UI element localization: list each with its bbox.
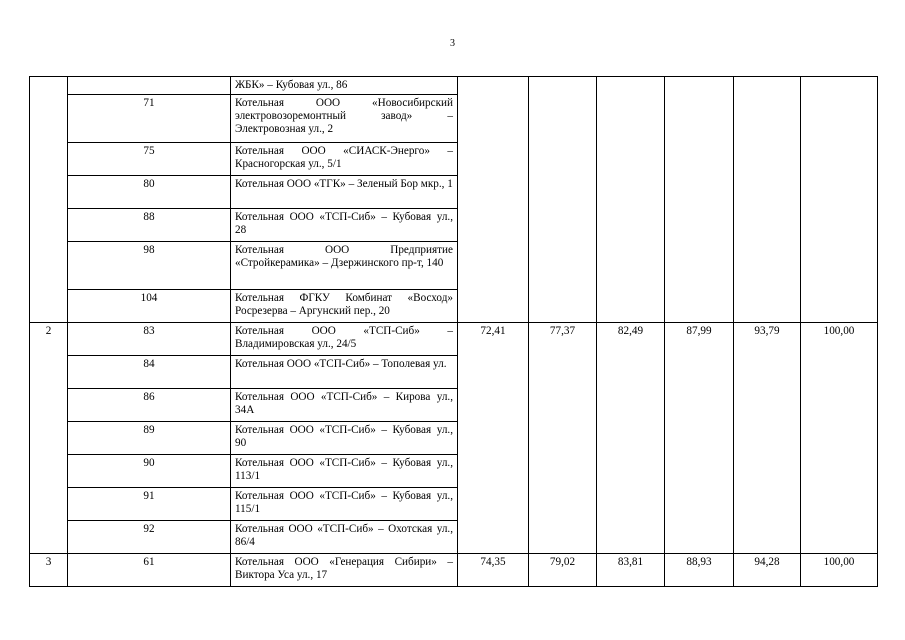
source-number-cell: 91: [68, 488, 231, 521]
source-number-cell: [68, 77, 231, 95]
table-row: [30, 323, 878, 356]
source-name-cell: Котельная ООО «ТСП-Сиб» – Кубовая ул., 113/1: [231, 455, 458, 488]
source-number-cell: 61: [68, 554, 231, 587]
source-name-cell: Котельная ООО «ТСП-Сиб» – Кубовая ул., 90: [231, 422, 458, 455]
value-cell: 100,00: [801, 554, 878, 587]
source-name-cell: Котельная ООО «ТСП-Сиб» – Владимировская ул., 24/5: [231, 323, 458, 356]
value-cell: [597, 77, 665, 323]
source-name-cell: Котельная ООО «ТСП-Сиб» – Тополевая ул.: [231, 356, 458, 389]
source-name-cell: Котельная ООО «ТСП-Сиб» – Охотская ул., 86/4: [231, 521, 458, 554]
source-name-cell: Котельная ООО «Генерация Сибири» – Виктора Уса ул., 17: [231, 554, 458, 587]
source-number-cell: 92: [68, 521, 231, 554]
source-name-cell: Котельная ООО Предприятие «Стройкерамика» – Дзержинского пр-т, 140: [231, 242, 458, 290]
table-row: [30, 554, 878, 587]
value-cell: 82,49: [597, 323, 665, 554]
source-name-cell: Котельная ООО «СИАСК-Энерго» – Красногорская ул., 5/1: [231, 143, 458, 176]
value-cell: [665, 77, 734, 323]
value-cell: [734, 77, 801, 323]
value-cell: 79,02: [529, 554, 597, 587]
source-name-cell: Котельная ООО «ТСП-Сиб» – Кирова ул., 34А: [231, 389, 458, 422]
page-number: 3: [450, 38, 455, 49]
source-number-cell: 83: [68, 323, 231, 356]
value-cell: 77,37: [529, 323, 597, 554]
value-cell: [529, 77, 597, 323]
heat-sources-table: [29, 76, 878, 587]
source-number-cell: 75: [68, 143, 231, 176]
source-name-cell: Котельная ФГКУ Комбинат «Восход» Росрезерва – Аргунский пер., 20: [231, 290, 458, 323]
source-name-cell: Котельная ООО «ТСП-Сиб» – Кубовая ул., 115/1: [231, 488, 458, 521]
source-number-cell: 86: [68, 389, 231, 422]
source-name-cell: Котельная ООО «ТСП-Сиб» – Кубовая ул., 28: [231, 209, 458, 242]
source-name-cell: Котельная ООО «Новосибирский электровозоремонтный завод» – Электровозная ул., 2: [231, 95, 458, 143]
value-cell: 88,93: [665, 554, 734, 587]
source-name-cell: Котельная ООО «ТГК» – Зеленый Бор мкр., 1: [231, 176, 458, 209]
table-row: [30, 77, 878, 95]
source-number-cell: 104: [68, 290, 231, 323]
source-name-cell: ЖБК» – Кубовая ул., 86: [231, 77, 458, 95]
group-index-cell: 2: [30, 323, 68, 554]
source-number-cell: 90: [68, 455, 231, 488]
value-cell: [458, 77, 529, 323]
source-number-cell: 71: [68, 95, 231, 143]
value-cell: 72,41: [458, 323, 529, 554]
value-cell: 100,00: [801, 323, 878, 554]
source-number-cell: 80: [68, 176, 231, 209]
source-number-cell: 98: [68, 242, 231, 290]
value-cell: 74,35: [458, 554, 529, 587]
value-cell: [801, 77, 878, 323]
group-index-cell: [30, 77, 68, 323]
value-cell: 93,79: [734, 323, 801, 554]
group-index-cell: 3: [30, 554, 68, 587]
value-cell: 83,81: [597, 554, 665, 587]
source-number-cell: 89: [68, 422, 231, 455]
value-cell: 87,99: [665, 323, 734, 554]
value-cell: 94,28: [734, 554, 801, 587]
source-number-cell: 88: [68, 209, 231, 242]
source-number-cell: 84: [68, 356, 231, 389]
